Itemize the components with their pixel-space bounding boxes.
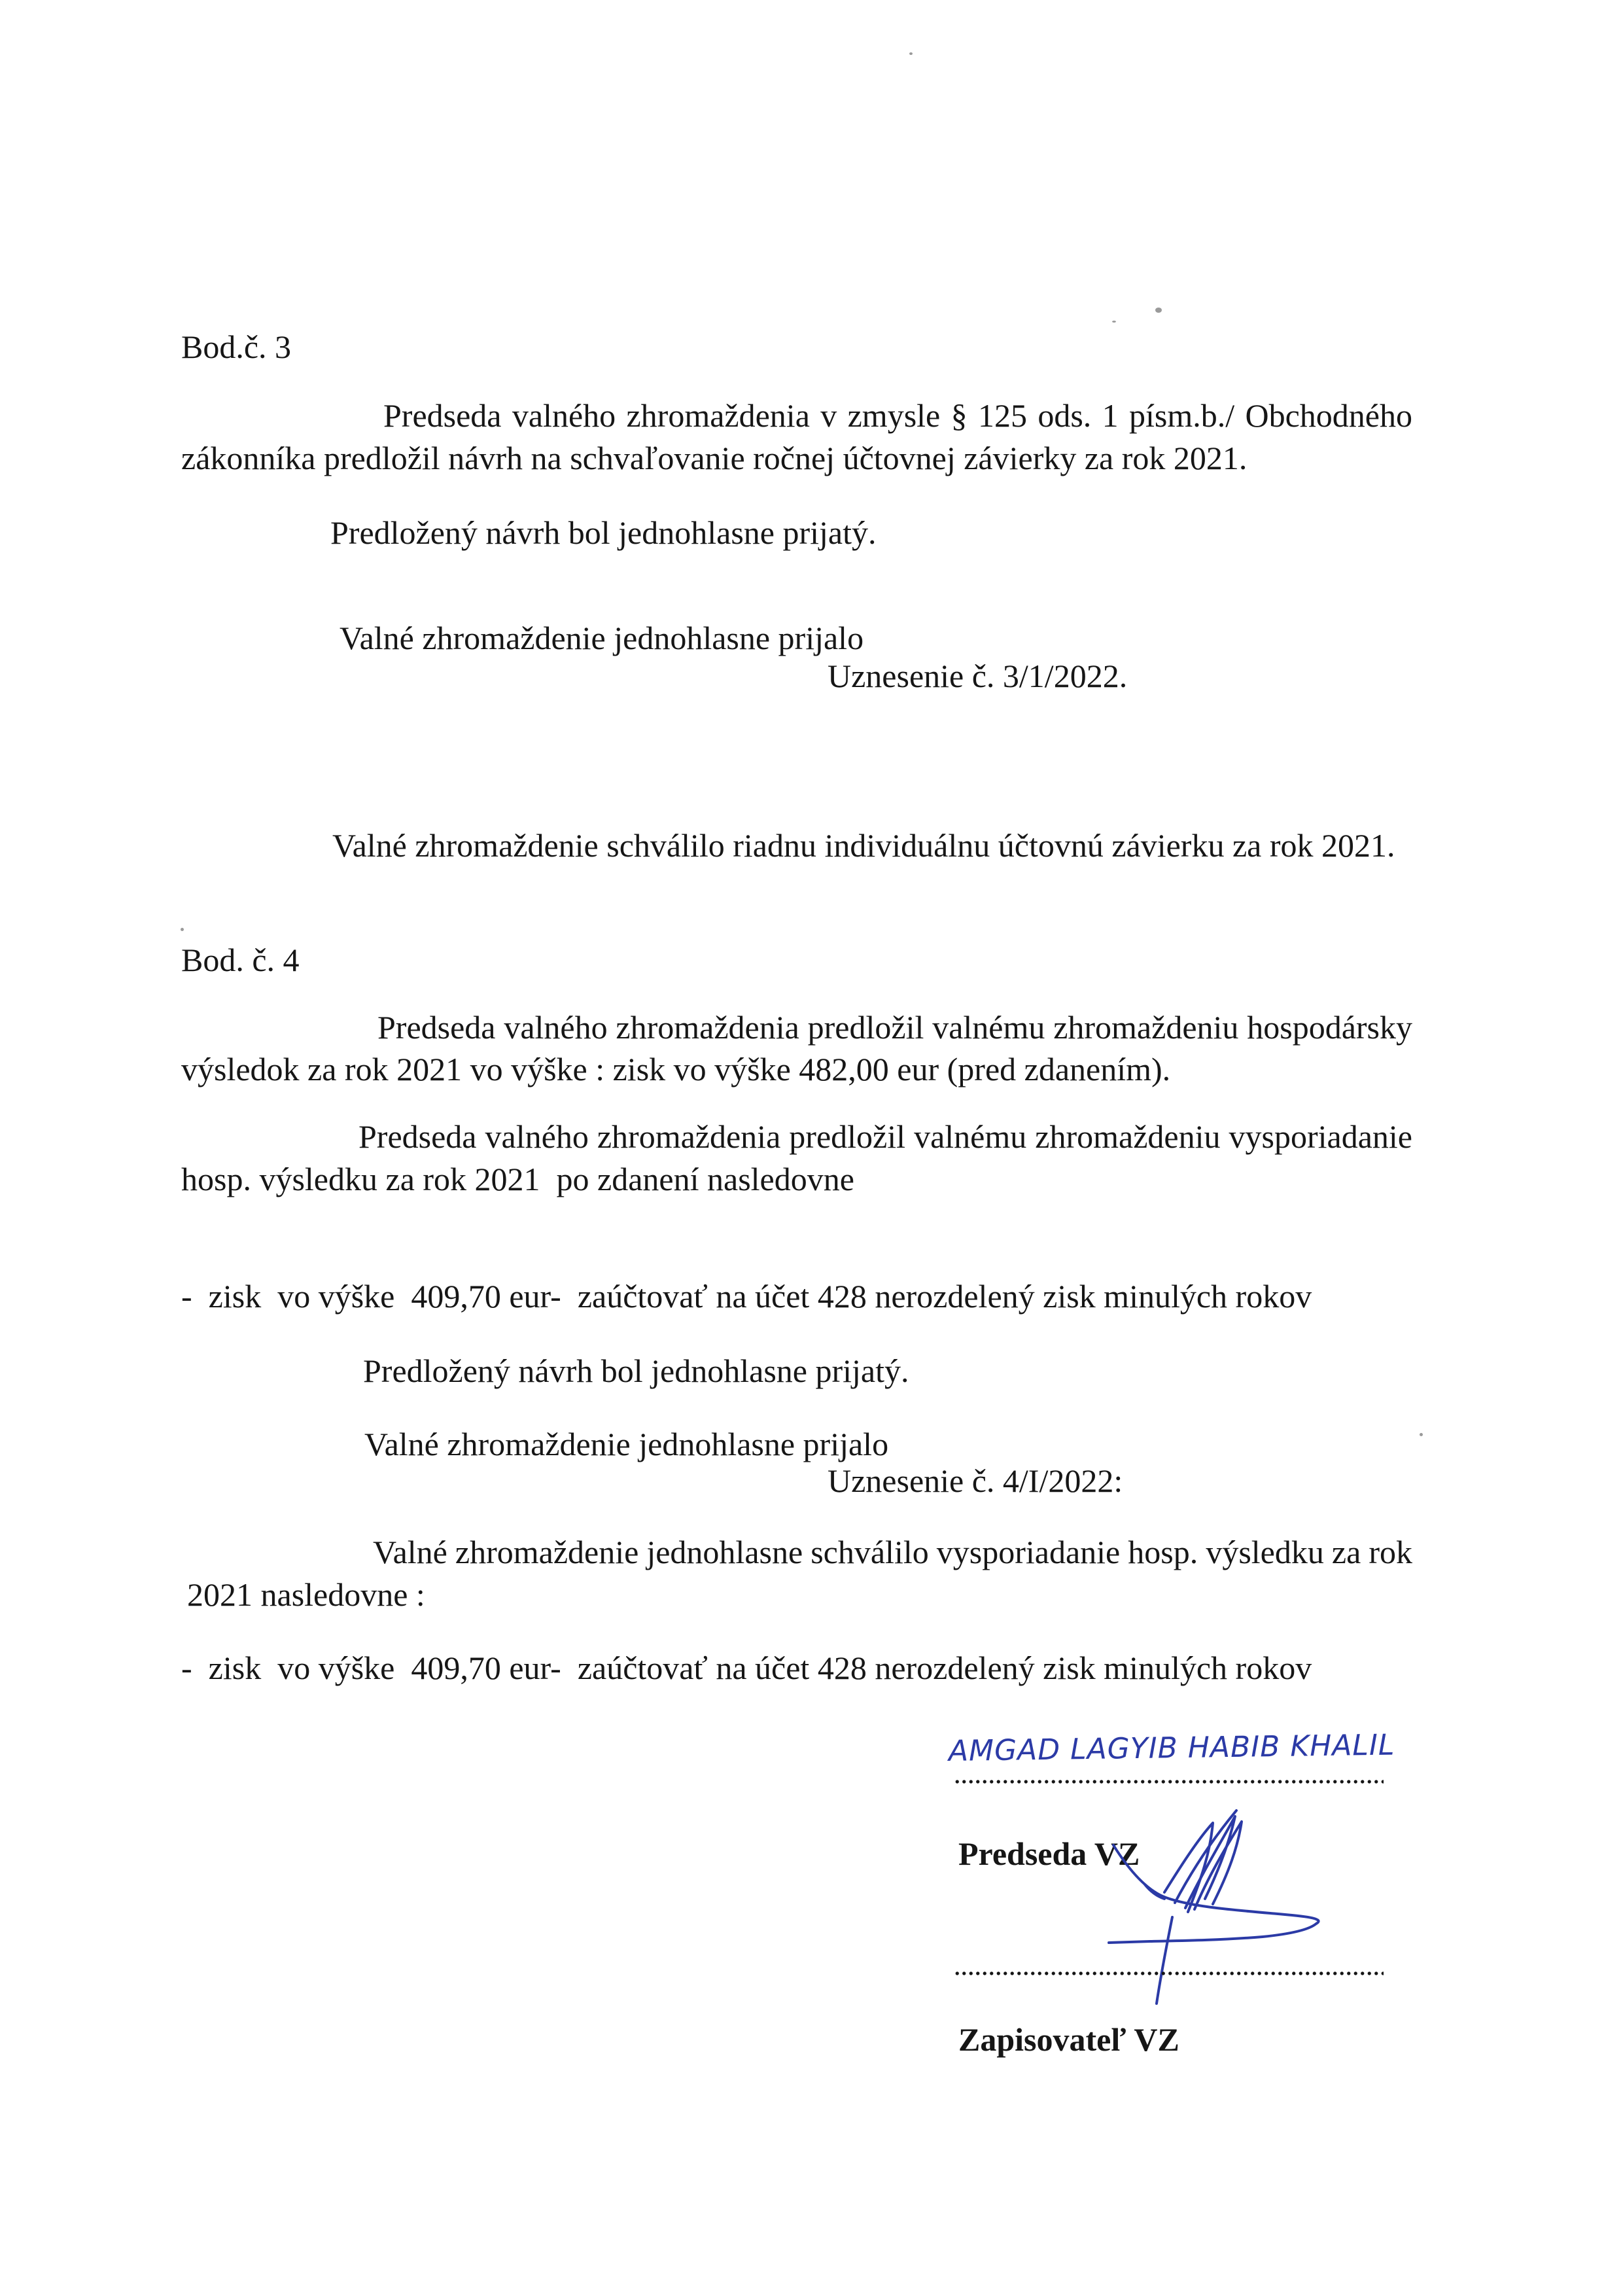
bod-3-proposal-line-2: zákonníka predložil návrh na schvaľovanie ročnej účtovnej závierky za rok 2021.: [181, 440, 1248, 476]
scan-speck: [1420, 1433, 1423, 1436]
chair-label: Predseda VZ: [958, 1835, 1140, 1872]
bod-3-vote-result: Predložený návrh bol jednohlasne prijatý.: [330, 514, 877, 551]
signature-stroke: [1109, 1845, 1319, 1943]
bod-3-resolution-number: Uznesenie č. 3/1/2022.: [828, 658, 1128, 694]
bod-4-adopted: Valné zhromaždenie jednohlasne prijalo: [364, 1426, 889, 1462]
bod-3-proposal-line-1: Predseda valného zhromaždenia v zmysle § 125 ods. 1 písm.b./ Obchodného: [383, 397, 1412, 434]
signature-scribble: [1073, 1793, 1354, 2019]
signature-stroke: [1157, 1917, 1172, 2004]
bod-3-adopted: Valné zhromaždenie jednohlasne prijalo: [340, 620, 864, 656]
bod-4-settlement-line-2: hosp. výsledku za rok 2021 po zdanení nasledovne: [181, 1161, 854, 1197]
scan-speck: [181, 928, 184, 931]
handwritten-chair-name: AMGAD LAGYIB HABIB KHALIL: [948, 1728, 1395, 1768]
signature-stroke: [1175, 1810, 1236, 1903]
scan-speck: [1112, 321, 1116, 323]
bod-4-proposal-item: - zisk vo výške 409,70 eur- zaúčtovať na účet 428 nerozdelený zisk minulých rokov: [181, 1278, 1312, 1315]
signature-stroke: [1185, 1816, 1235, 1908]
recorder-signature-line: [954, 1971, 1384, 1976]
section-heading-bod-4: Bod. č. 4: [181, 942, 300, 978]
bod-3-decision: Valné zhromaždenie schválilo riadnu individuálnu účtovnú závierku za rok 2021.: [332, 827, 1395, 864]
bod-4-decision-item: - zisk vo výške 409,70 eur- zaúčtovať na účet 428 nerozdelený zisk minulých rokov: [181, 1650, 1312, 1686]
bod-4-settlement-line-1: Predseda valného zhromaždenia predložil valnému zhromaždeniu vysporiadanie: [358, 1118, 1412, 1155]
recorder-label: Zapisovateľ VZ: [958, 2021, 1179, 2058]
chair-signature-line: [954, 1779, 1384, 1784]
bod-4-decision-line-2: 2021 nasledovne :: [187, 1576, 425, 1613]
bod-4-vote-result: Predložený návrh bol jednohlasne prijatý.: [363, 1352, 909, 1389]
scan-speck: [1155, 308, 1162, 313]
section-heading-bod-3: Bod.č. 3: [181, 328, 292, 365]
bod-4-result-line-2: výsledok za rok 2021 vo výške : zisk vo výške 482,00 eur (pred zdanením).: [181, 1051, 1171, 1087]
scan-speck: [909, 52, 913, 55]
bod-4-result-line-1: Predseda valného zhromaždenia predložil valnému zhromaždeniu hospodársky: [377, 1009, 1412, 1046]
bod-4-resolution-number: Uznesenie č. 4/I/2022:: [828, 1462, 1123, 1499]
bod-4-decision-line-1: Valné zhromaždenie jednohlasne schválilo vysporiadanie hosp. výsledku za rok: [373, 1534, 1412, 1570]
